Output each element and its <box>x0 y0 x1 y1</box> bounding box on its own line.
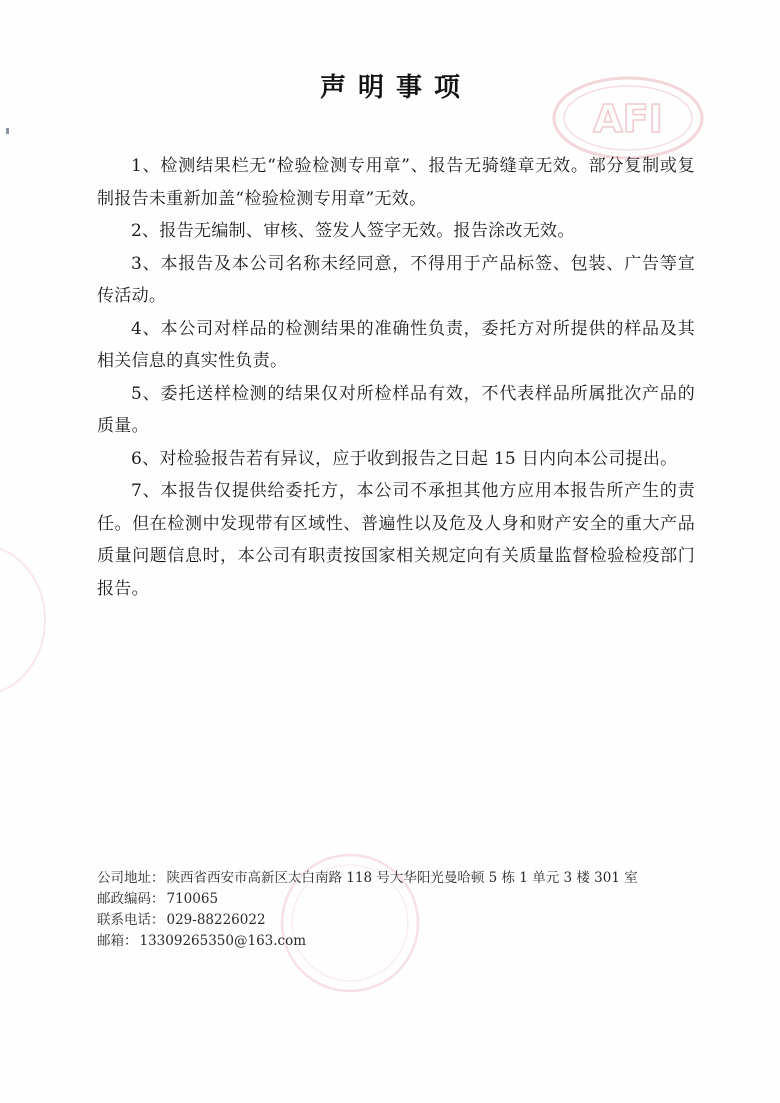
statement-item: 4、本公司对样品的检测结果的准确性负责，委托方对所提供的样品及其相关信息的真实性负责。 <box>97 318 695 371</box>
statement-item: 1、检测结果栏无“检验检测专用章”、报告无骑缝章无效。部分复制或复制报告未重新加盖“检验检测专用章”无效。 <box>97 156 695 209</box>
edge-seal-imprint <box>0 540 50 700</box>
email-line <box>97 931 697 952</box>
phone-label: 联系电话： <box>97 912 165 928</box>
statement-list <box>97 150 695 605</box>
statement-item: 5、委托送样检测的结果仅对所检样品有效，不代表样品所属批次产品的质量。 <box>97 383 695 436</box>
svg-text:AFI: AFI <box>593 97 663 141</box>
address-value: 陕西省西安市高新区太白南路 118 号大华阳光曼哈顿 5 栋 1 单元 3 楼 301 室 <box>166 870 638 886</box>
scan-artifact <box>6 128 9 134</box>
statement-item: 3、本报告及本公司名称未经同意，不得用于产品标签、包装、广告等宣传活动。 <box>97 253 695 306</box>
email-label: 邮箱： <box>97 933 138 949</box>
postcode-line <box>97 889 697 910</box>
postcode-label: 邮政编码： <box>97 891 165 907</box>
email-value: 13309265350@163.com <box>139 933 307 949</box>
phone-line <box>97 910 697 931</box>
postcode-value: 710065 <box>166 891 219 907</box>
address-label: 公司地址： <box>97 870 165 886</box>
address-line <box>97 868 697 889</box>
statement-item: 6、对检验报告若有异议，应于收到报告之日起 15 日内向本公司提出。 <box>131 448 678 469</box>
phone-value: 029-88226022 <box>166 912 266 928</box>
statement-item: 2、报告无编制、审核、签发人签字无效。报告涂改无效。 <box>131 221 575 241</box>
document-title: 声明事项 <box>319 73 472 103</box>
contact-info <box>97 868 697 952</box>
statement-item: 7、本报告仅提供给委托方，本公司不承担其他方应用本报告所产生的责任。但在检测中发现带有区域性、普遍性以及危及人身和财产安全的重大产品质量问题信息时，本公司有职责按国家相关规定向有关质量监督检验检疫部门报告。 <box>97 481 695 599</box>
